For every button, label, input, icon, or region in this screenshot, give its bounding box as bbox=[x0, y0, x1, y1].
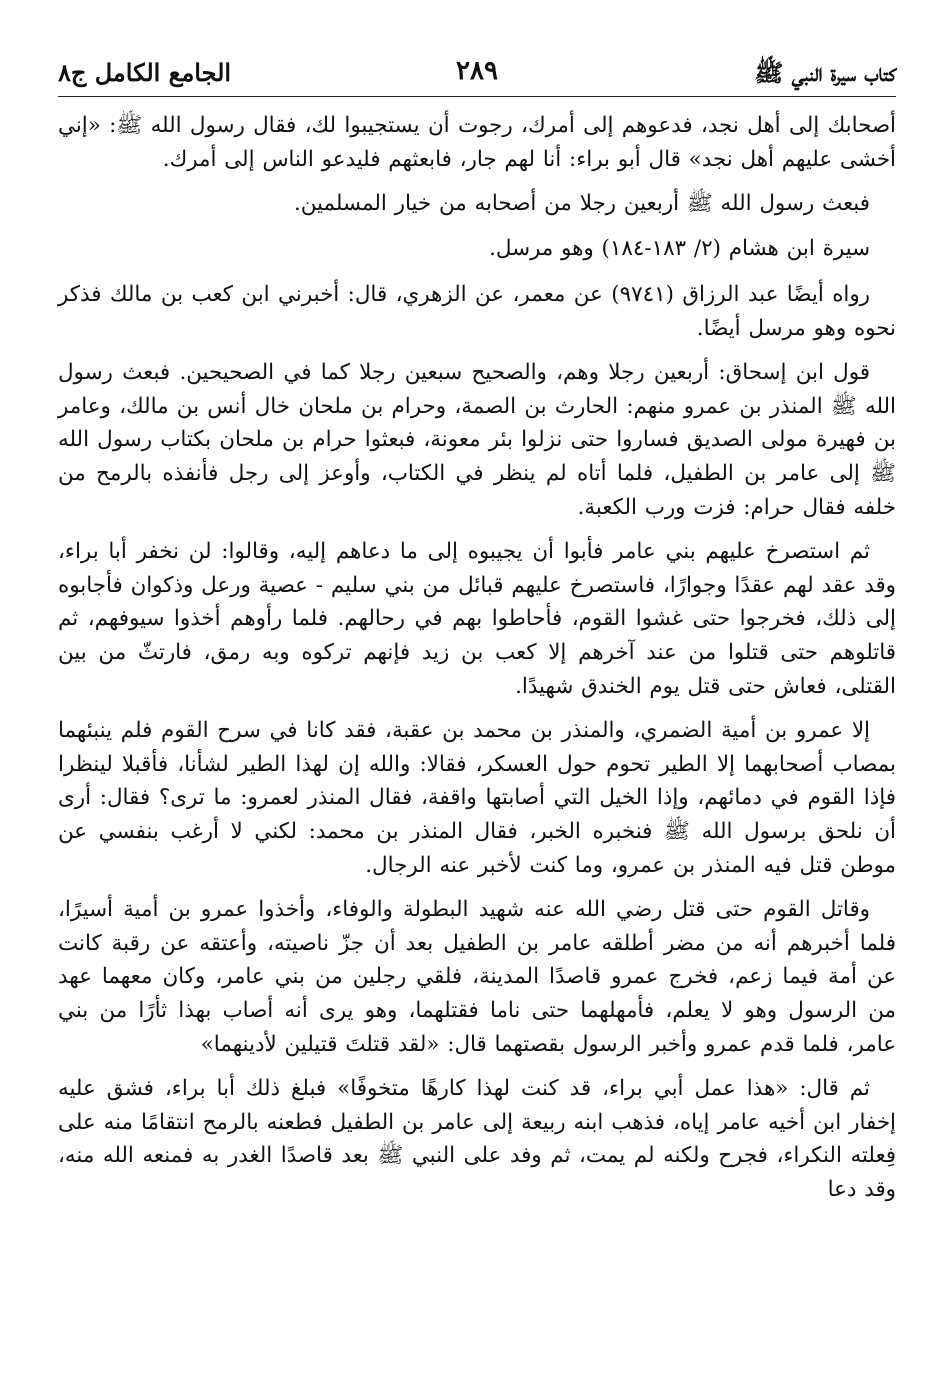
paragraph: وقاتل القوم حتى قتل رضي الله عنه شهيد البطولة والوفاء، وأخذوا عمرو بن أمية أسيرًا، فلما أخبرهم أنه من مضر أطلقه عامر بن الطفيل بعد أن جزّ ناصيته، وأعتقه عن رقبة كانت عن أمة فيما زعم، فخرج عمرو قاصدًا المدينة، فلقي رجلين من بني عامر، وكان معهما عهد من الرسول وهو لا يعلم، فأمهلهما حتى ناما فقتلهما، وهو يرى أنه أصاب بهذا ثأرًا من بني عامر، فلما قدم عمرو وأخبر الرسول بقصتهما قال: «لقد قتلتَ قتيلين لأدينهما» bbox=[58, 896, 896, 1057]
paragraph: ثم استصرخ عليهم بني عامر فأبوا أن يجيبوه إلى ما دعاهم إليه، وقالوا: لن نخفر أبا براء، وقد عقد لهم عقدًا وجوارًا، فاستصرخ عليهم قبائل من بني سليم - عصية ورعل وذكوان فأجابوه إلى ذلك، فخرجوا حتى غشوا القوم، فأحاطوا بهم في رحالهم. فلما رأوهم أخذوا سيوفهم، ثم قاتلوهم حتى قتلوا من عند آخرهم إلا كعب بن زيد فإنهم تركوه وبه رمق، فارتثّ من بين القتلى، فعاش حتى قتل يوم الخندق شهيدًا. bbox=[58, 538, 896, 699]
running-header bbox=[58, 52, 896, 97]
book-page bbox=[58, 52, 896, 1352]
paragraph: إلا عمرو بن أمية الضمري، والمنذر بن محمد بن عقبة، فقد كانا في سرح القوم فلم ينبئهما بمصاب أصحابهما إلا الطير تحوم حول العسكر، فقالا: والله إن لهذا الطير لشأنا، فأقبلا لينظرا فإذا القوم في دمائهم، وإذا الخيل التي أصابتها واقفة، فقال المنذر لعمرو: ما ترى؟ فقال: أرى أن نلحق برسول الله ﷺ فنخبره الخبر، فقال المنذر بن محمد: لكني لا أرغب بنفسي عن موطن قتل فيه المنذر بن عمرو، وما كنت لأخبر عنه الرجال. bbox=[58, 717, 896, 878]
paragraph: ثم قال: «هذا عمل أبي براء، قد كنت لهذا كارهًا متخوفًا» فبلغ ذلك أبا براء، فشق عليه إخفار ابن أخيه عامر إياه، فذهب ابنه ربيعة إلى عامر بن الطفيل فطعنه بالرمح انتقامًا منه على فِعلته النكراء، فجرح ولكنه لم يمت، ثم وفد على النبي ﷺ بعد قاصدًا الغدر به فمنعه الله منه، وقد دعا bbox=[58, 1075, 896, 1203]
book-title: كتاب سيرة النبي ﷺ bbox=[754, 58, 896, 87]
citation: سيرة ابن هشام (٢/ ١٨٣-١٨٤) وهو مرسل. bbox=[489, 236, 870, 262]
page-body bbox=[58, 109, 896, 1207]
page-number: ٢٨٩ bbox=[456, 56, 498, 86]
paragraph: فبعث رسول الله ﷺ أربعين رجلا من أصحابه من خيار المسلمين. bbox=[293, 190, 870, 216]
paragraph: أصحابك إلى أهل نجد، فدعوهم إلى أمرك، رجوت أن يستجيبوا لك، فقال رسول الله ﷺ: «إني أخشى عليهم أهل نجد» قال أبو براء: أنا لهم جار، فابعثهم فليدعو الناس إلى أمرك. bbox=[58, 113, 896, 172]
collection-title: الجامع الكامل ج٨ bbox=[58, 58, 232, 87]
paragraph: رواه أيضًا عبد الرزاق (٩٧٤١) عن معمر، عن الزهري، قال: أخبرني ابن كعب بن مالك فذكر نحوه وهو مرسل أيضًا. bbox=[58, 282, 896, 341]
paragraph: قول ابن إسحاق: أربعين رجلا وهم، والصحيح سبعين رجلا كما في الصحيحين. فبعث رسول الله ﷺ المنذر بن عمرو منهم: الحارث بن الصمة، وحرام بن ملحان خال أنس بن مالك، وعامر بن فهيرة مولى الصديق فساروا حتى نزلوا بئر معونة، فبعثوا حرام بن ملحان بكتاب رسول الله ﷺ إلى عامر بن الطفيل، فلما أتاه لم ينظر في الكتاب، وأوعز إلى رجل فأنفذه بالرمح من خلفه فقال حرام: فزت ورب الكعبة. bbox=[58, 359, 896, 520]
